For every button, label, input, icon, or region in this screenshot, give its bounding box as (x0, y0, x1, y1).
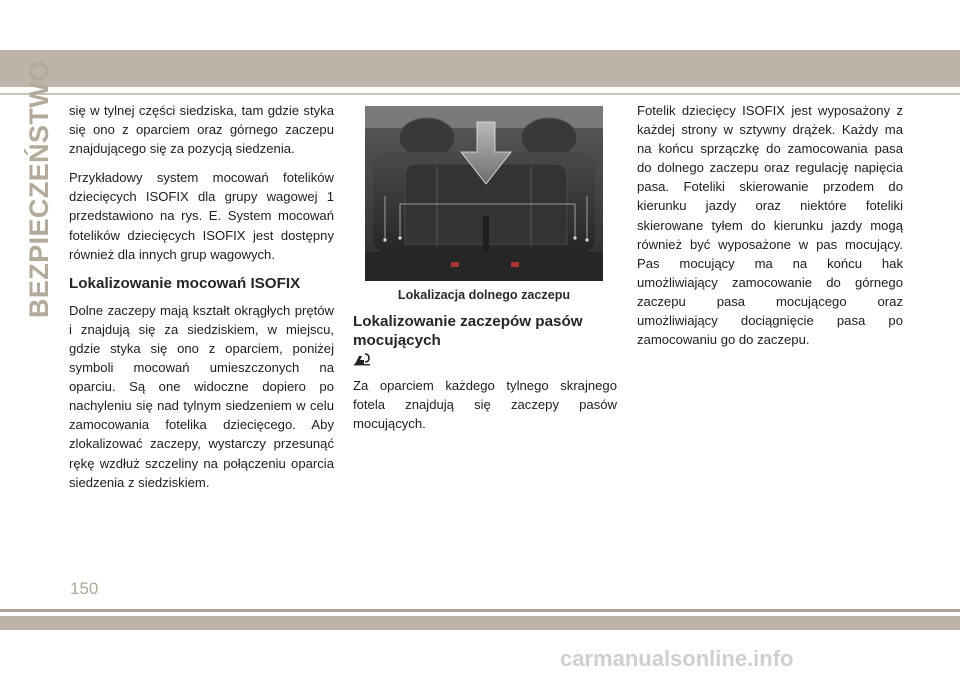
section-title: BEZPIECZEŃSTWO (24, 60, 54, 318)
footer-rule (0, 609, 960, 612)
page-number: 150 (70, 579, 99, 598)
header-rule (0, 93, 960, 95)
paragraph: się w tylnej części siedziska, tam gdzie styka się ono z oparciem oraz górnego zaczepu znajdującego się za pozycją siedzenia. (69, 103, 334, 157)
paragraph: Fotelik dziecięcy ISOFIX jest wyposażony z każdej strony w sztywny drążek. Każdy ma na końcu sprzączkę do zamocowania pasa do dolnego zaczepu oraz regulację napięcia pasa. Foteliki skierowanie przodem do kierunku jazdy oraz niektóre foteliki skierowane tyłem do kierunku jazdy mogą również być wyposażone w pas mocujący. Pas mocujący ma na końcu hak umożliwiający zamocowanie do górnego zaczepu pasa mocującego oraz umożliwiający dociągnięcie pasa po zamocowaniu go do zaczepu. (637, 103, 903, 348)
footer-band (0, 616, 960, 630)
watermark: carmanualsonline.info (560, 646, 794, 671)
text-column-3 (637, 101, 903, 359)
text-column-2 (353, 312, 617, 443)
header-band (0, 50, 960, 87)
section-heading: Lokalizowanie zaczepów pasów mocujących (353, 313, 583, 349)
text-column-1 (69, 101, 334, 502)
paragraph: Dolne zaczepy mają kształt okrągłych prętów i znajdują się za siedziskiem, w miejscu, gdzie styka się ono z oparciem, poniżej symboli mocowań umieszczonych na oparciu. Są one widoczne dopiero po nachyleniu się nad tylnym siedzeniem w celu zamocowania fotelika dziecięcego. Aby zlokalizować zaczepy, wystarczy przesunąć rękę wzdłuż szczeliny na połączeniu oparcia siedzenia z siedziskiem. (69, 302, 334, 490)
paragraph: Za oparciem każdego tylnego skrajnego fotela znajdują się zaczepy pasów mocujących. (353, 378, 617, 432)
tether-anchor-icon (353, 352, 371, 366)
rear-seat-photo (365, 106, 603, 281)
section-heading: Lokalizowanie mocowań ISOFIX (69, 274, 301, 292)
figure-caption: Lokalizacja dolnego zaczepu (397, 288, 571, 302)
paragraph: Przykładowy system mocowań fotelików dziecięcych ISOFIX dla grupy wagowej 1 przedstawiono na rys. E. System mocowań fotelików dziecięcych ISOFIX jest dostępny również dla innych grup wagowych. (69, 170, 334, 262)
